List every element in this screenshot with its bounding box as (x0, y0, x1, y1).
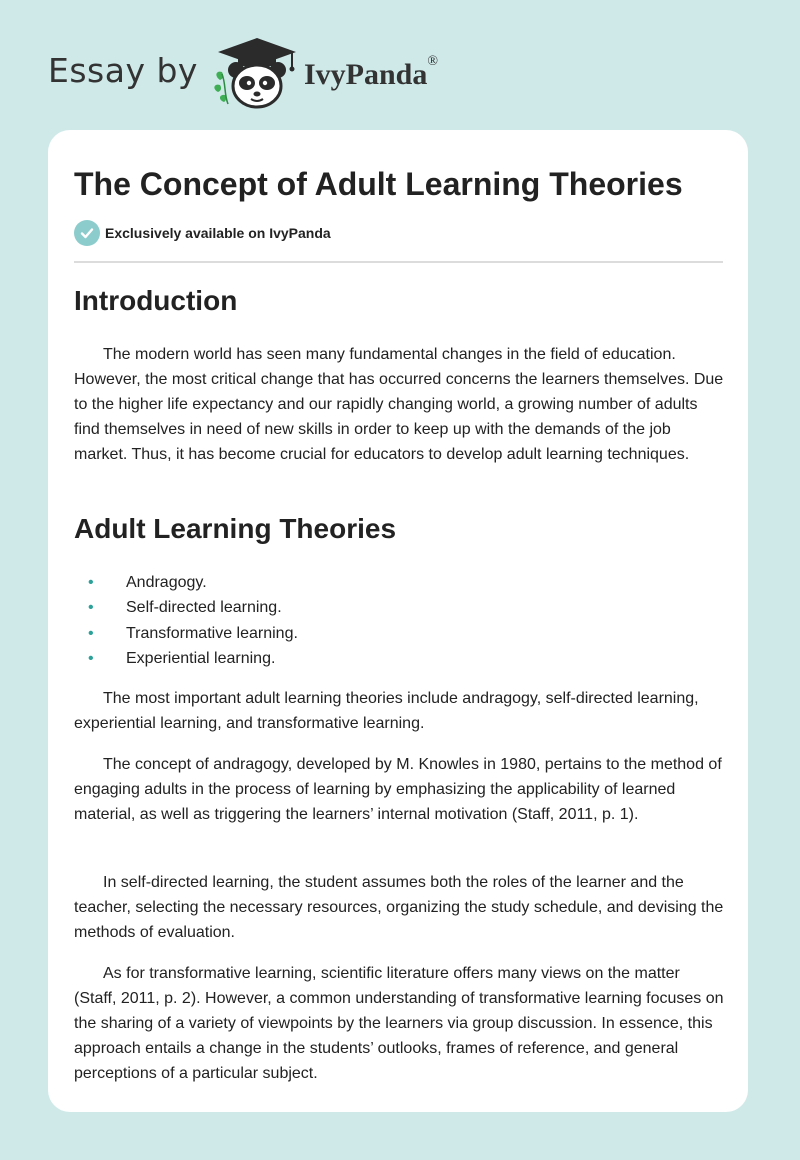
paragraph: In self-directed learning, the student assumes both the roles of the learner and the teacher, selecting the necessary resources, organizing the study schedule, and devising the methods of evaluation. (74, 874, 724, 941)
paragraph: The modern world has seen many fundamental changes in the field of education. However, the most critical change that has occurred concerns the learners themselves. Due to the higher life expectancy and our rapidly changing world, a growing number of adults find themselves in need of new skills in order to keep up with the demands of the job market. Thus, it has become crucial for educators to develop adult learning techniques. (74, 346, 724, 463)
divider (74, 261, 723, 263)
list-item: • Experiential learning. (74, 646, 724, 671)
section-heading-introduction: Introduction (74, 285, 238, 316)
bullet-dot-icon: • (88, 624, 94, 642)
badge-text: Exclusively available on IvyPanda (105, 225, 331, 241)
list-item: • Self-directed learning. (74, 595, 724, 620)
bullet-dot-icon: • (88, 574, 94, 591)
paragraph: As for transformative learning, scientific literature offers many views on the matter (Staff, 2011, p. 2). However, a common understanding of transformative learning focuses on the sharing of a variety of viewpoints by the learners via group discussion. In essence, this approach entails a change in the students’ outlooks, frames of reference, and general perceptions of a particular subject. (74, 965, 724, 1082)
check-icon (74, 220, 100, 246)
section-heading-adult-learning-theories: Adult Learning Theories (74, 513, 397, 544)
page-title: The Concept of Adult Learning Theories (74, 166, 683, 202)
list-item: • Andragogy. (74, 570, 724, 595)
panda-logo-icon (212, 36, 302, 110)
bullet-dot-icon: • (88, 649, 94, 667)
bullet-dot-icon: • (88, 599, 94, 617)
brand-logo[interactable] (48, 36, 468, 110)
paragraph: The most important adult learning theories include andragogy, self-directed learning, experiential learning, and transformative learning. (74, 690, 699, 732)
paragraph: The concept of andragogy, developed by M. Knowles in 1980, pertains to the method of engaging adults in the process of learning by emphasizing the applicability of learned material, as well as triggering the learners’ internal motivation (Staff, 2011, p. 1). (74, 756, 722, 823)
theories-list (74, 570, 724, 671)
article-card (48, 130, 748, 1112)
exclusive-badge (74, 220, 331, 246)
registered-mark: ® (427, 54, 438, 69)
brand-prefix: Essay by (48, 50, 198, 90)
list-item: • Transformative learning. (74, 621, 724, 646)
brand-name: IvyPanda® (303, 54, 438, 91)
